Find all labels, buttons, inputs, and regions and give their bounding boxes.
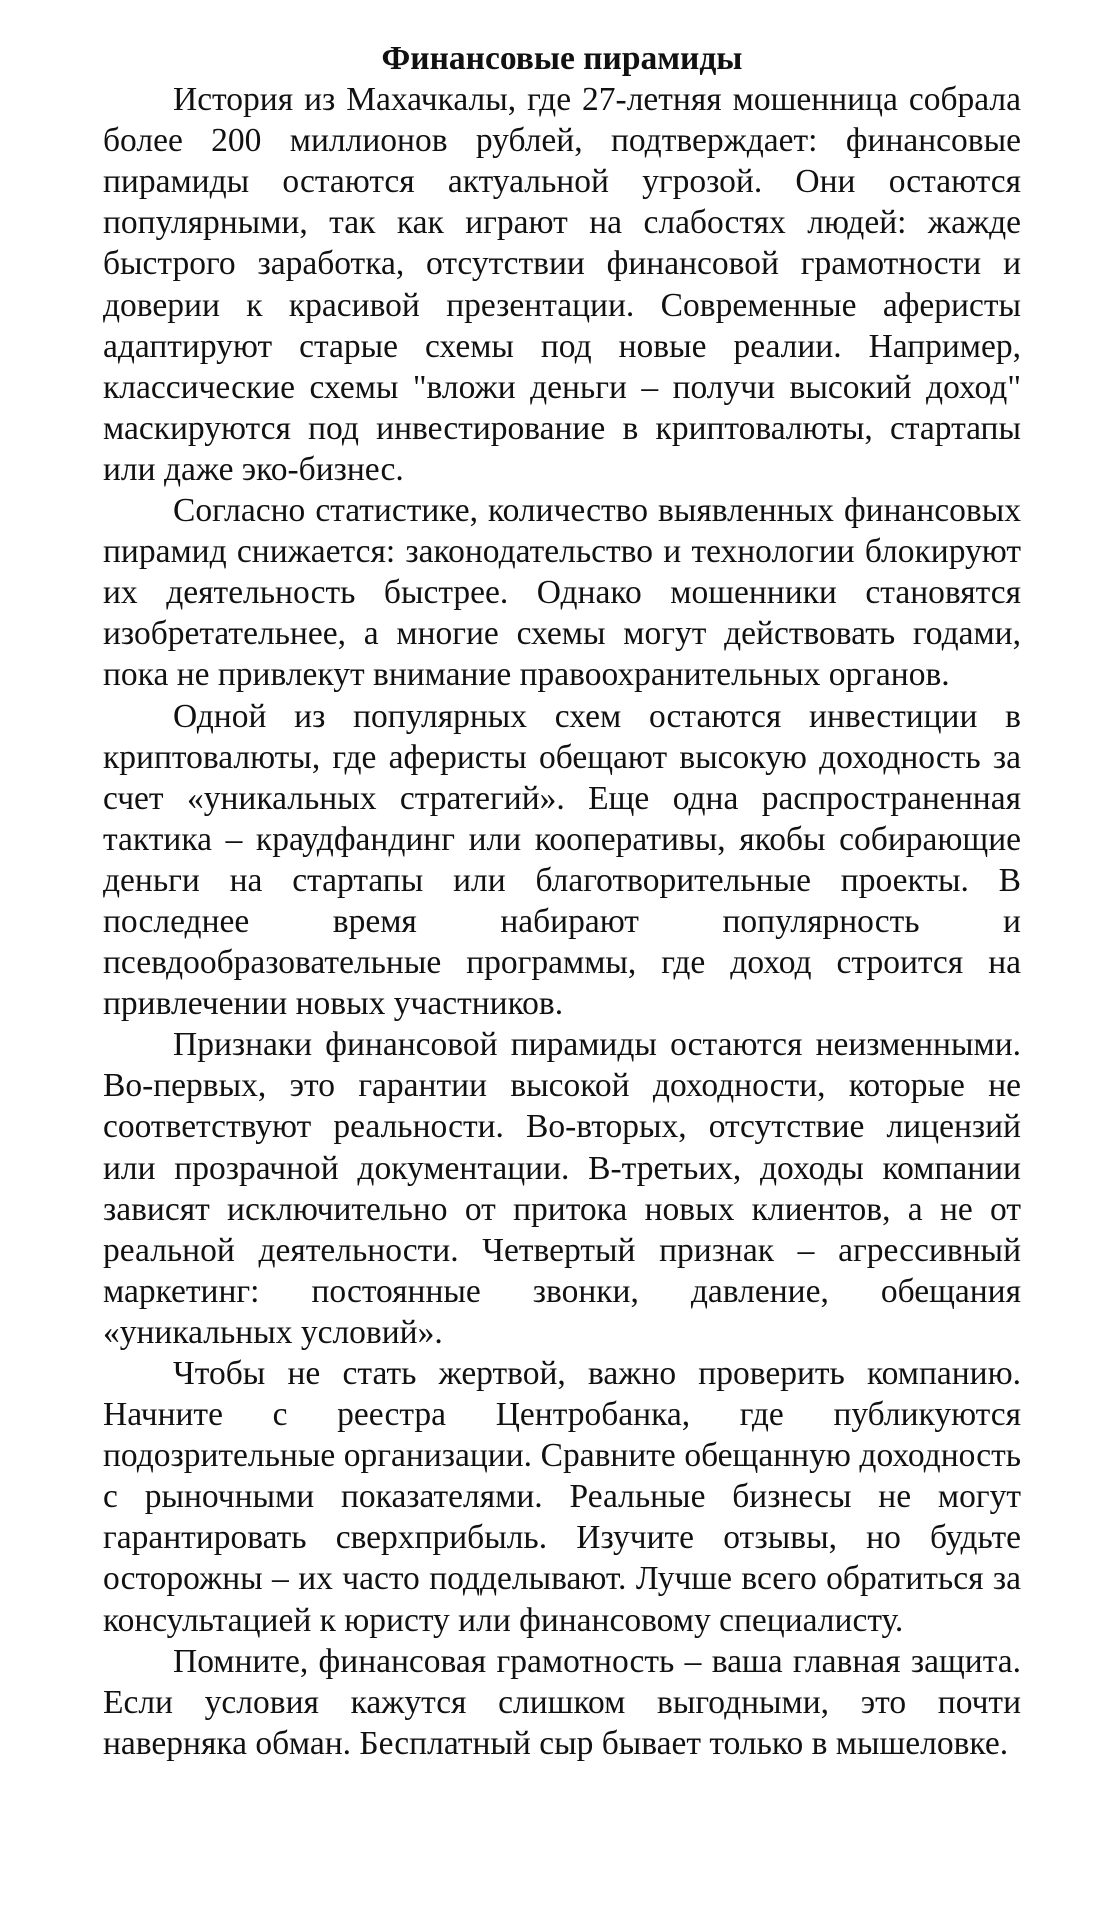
document-title: Финансовые пирамиды bbox=[381, 40, 743, 77]
paragraph-2: Согласно статистике, количество выявленных финансовых пирамид снижается: законодательство и технологии блокируют их деятельность быстрее. Однако мошенники становятся изобретательнее, а многие схемы могут действовать годами, пока не привлекут внимание правоохранительных органов. bbox=[103, 492, 1021, 694]
paragraph-6: Помните, финансовая грамотность – ваша главная защита. Если условия кажутся слишком выгодными, это почти наверняка обман. Бесплатный сыр бывает только в мышеловке. bbox=[103, 1642, 1021, 1762]
paragraph-1: История из Махачкалы, где 27-летняя мошенница собрала более 200 миллионов рублей, подтверждает: финансовые пирамиды остаются актуальной угрозой. Они остаются популярными, так как играют на слабостях людей: жажде быстрого заработка, отсутствии финансовой грамотности и доверии к красивой презентации. Современные аферисты адаптируют старые схемы под новые реалии. Например, классические схемы "вложи деньги – получи высокий доход" маскируются под инвестирование в криптовалюты, стартапы или даже эко-бизнес. bbox=[103, 81, 1021, 488]
paragraph-3: Одной из популярных схем остаются инвестиции в криптовалюты, где аферисты обещают высокую доходность за счет «уникальных стратегий». Еще одна распространенная тактика – краудфандинг или кооперативы, якобы собирающие деньги на стартапы или благотворительные проекты. В последнее время набирают популярность и псевдообразовательные программы, где доход строится на привлечении новых участников. bbox=[103, 697, 1021, 1023]
paragraph-5: Чтобы не стать жертвой, важно проверить компанию. Начните с реестра Центробанка, где публикуются подозрительные организации. Сравните обещанную доходность с рыночными показателями. Реальные бизнесы не могут гарантировать сверхприбыль. Изучите отзывы, но будьте осторожны – их часто подделывают. Лучше всего обратиться за консультацией к юристу или финансовому специалисту. bbox=[103, 1355, 1021, 1639]
document-page bbox=[103, 38, 1021, 1764]
paragraph-4: Признаки финансовой пирамиды остаются неизменными. Во-первых, это гарантии высокой доходности, которые не соответствуют реальности. Во-вторых, отсутствие лицензий или прозрачной документации. В-третьих, доходы компании зависят исключительно от притока новых клиентов, а не от реальной деятельности. Четвертый признак – агрессивный маркетинг: постоянные звонки, давление, обещания «уникальных условий». bbox=[103, 1026, 1021, 1351]
